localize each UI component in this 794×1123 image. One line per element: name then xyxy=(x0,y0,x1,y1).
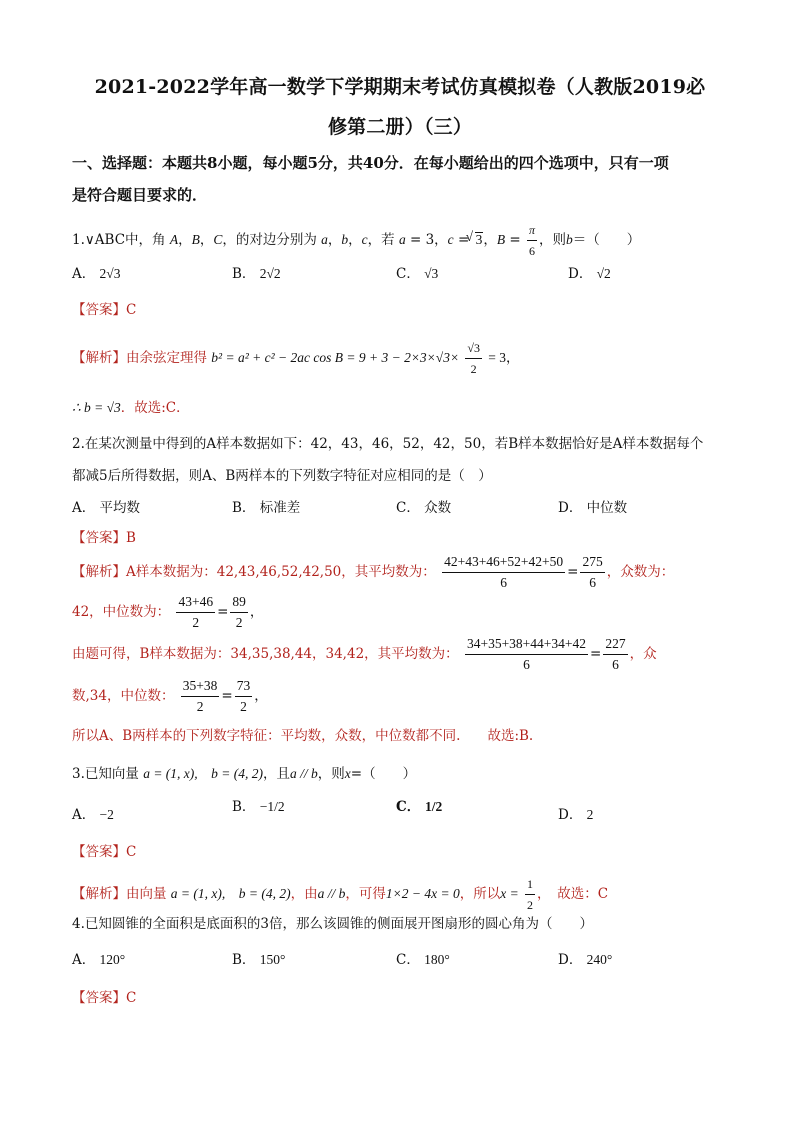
q1-text-b: 的对边分别为 xyxy=(235,232,317,248)
q2-line-2: 都减5后所得数据，则A、B两样本的下列数字特征对应相同的是（ ） xyxy=(72,468,492,484)
question-1: 1.∨ABC中，角 A，B，C，的对边分别为 a，b，c，若 a = 3，c = √ 3，B = $\frac{\pi}{6}$ ，则b＝（ ） xyxy=(72,220,640,261)
q3-option-d: D． 2 xyxy=(558,807,594,823)
q1-answer: 【答案】C xyxy=(72,302,137,318)
q1-option-a: A． 2√3 xyxy=(72,266,121,282)
q2-analysis-3: 由题可得，B样本数据为：34,35,38,44，34,42，其平均数为： $\frac{34+35+38+44+34+42}{6}$ = $\frac{227}{6}$ ，众 xyxy=(72,636,657,672)
q1-option-c: C． √3 xyxy=(396,266,439,282)
q3-answer: 【答案】C xyxy=(72,844,137,860)
q4-option-d: D． 240° xyxy=(558,952,613,968)
q4-answer: 【答案】C xyxy=(72,990,137,1006)
title-line-1: 2021-2022学年高一数学下学期期末考试仿真模拟卷（人教版2019必 xyxy=(94,76,706,98)
q2-option-d: D． 中位数 xyxy=(558,500,628,516)
q2-analysis-4: 数,34，中位数： $\frac{35+38}{2}$ = $\frac{73}{2}$ ， xyxy=(72,678,268,714)
q2-analysis-2: 42，中位数为： $\frac{43+46}{2}$ = $\frac{89}{2}$ ， xyxy=(72,594,264,630)
q1-text-c: ，若 xyxy=(367,232,395,248)
q4-option-a: A． 120° xyxy=(72,952,126,968)
q3-option-c: C． 1/2 xyxy=(396,799,443,815)
q2-line-1: 2.在某次测量中得到的A样本数据如下：42，43，46，52，42，50，若B样本数据恰好是A样本数据每个 xyxy=(72,436,704,452)
q2-option-c: C． 众数 xyxy=(396,500,452,516)
q1-number: 1. xyxy=(72,232,85,248)
q1-option-d: D． √2 xyxy=(568,266,611,282)
q2-option-b: B． 标准差 xyxy=(232,500,301,516)
q1-text-e: ＝（ ） xyxy=(572,232,641,248)
q1-text-a: ∨ABC中，角 xyxy=(84,232,166,248)
q2-analysis-1: 【解析】A样本数据为：42,43,46,52,42,50，其平均数为： $\frac{42+43+46+52+42+50}{6}$ = $\frac{275}{6}$ ，众数为： xyxy=(72,554,675,590)
section-heading-line-2: 是符合题目要求的． xyxy=(72,186,208,204)
q4-option-b: B． 150° xyxy=(232,952,286,968)
q1-conclusion: ∴ b = √3．故选:C． xyxy=(72,400,190,416)
q1-option-b: B． 2√2 xyxy=(232,266,281,282)
q4-option-c: C． 180° xyxy=(396,952,450,968)
question-3: 3.已知向量 a = (1, x), b = (4, 2)，且a // b，则x=（ ） xyxy=(72,766,417,782)
q3-option-a: A． −2 xyxy=(72,807,114,823)
q2-analysis-5: 所以A、B两样本的下列数字特征：平均数，众数，中位数都不同. 故选:B. xyxy=(72,728,534,744)
q1-analysis: 【解析】由余弦定理得 b² = a² + c² − 2ac cos B = 9 + 3 − 2×3×√3× $\frac{√3}{2}$ = 3， xyxy=(72,338,520,379)
section-heading-line-1: 一、选择题：本题共8小题，每小题5分，共40分．在每小题给出的四个选项中，只有一项 xyxy=(72,154,669,172)
q1-text-d: ，则 xyxy=(539,232,566,248)
q3-analysis: 【解析】由向量 a = (1, x), b = (4, 2)，由a // b，可得1×2 − 4x = 0，所以x = $\frac{1}{2}$ ， 故选：C xyxy=(72,874,608,915)
question-4: 4.已知圆锥的全面积是底面积的3倍，那么该圆锥的侧面展开图扇形的圆心角为（ ） xyxy=(72,916,593,932)
q2-answer: 【答案】B xyxy=(72,530,136,546)
q2-option-a: A． 平均数 xyxy=(72,500,141,516)
q3-option-b: B． −1/2 xyxy=(232,799,285,815)
title-line-2: 修第二册）（三） xyxy=(327,116,473,138)
